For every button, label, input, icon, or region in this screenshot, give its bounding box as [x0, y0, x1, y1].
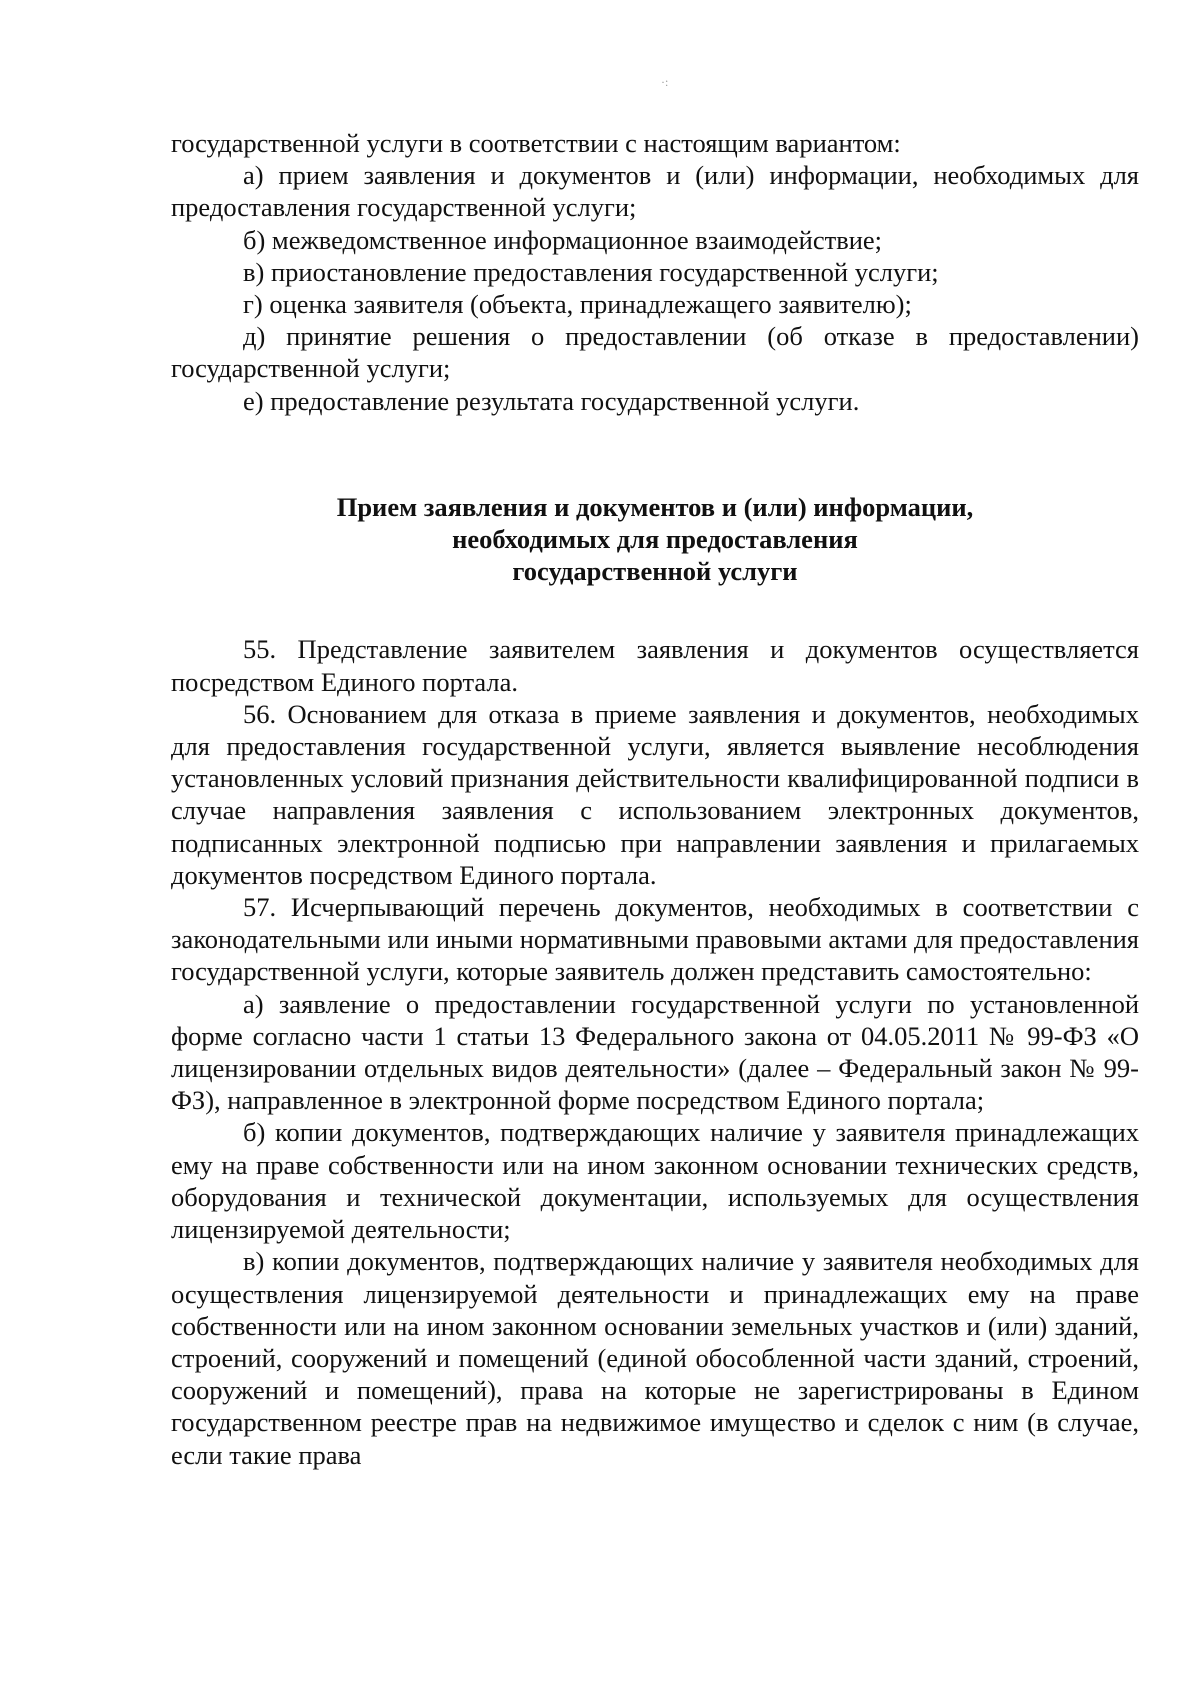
paragraph-57-item-v: в) копии документов, подтверждающих наличие у заявителя необходимых для осуществления лицензируемой деятельности и принадлежащих ему на праве собственности или на ином законном основании земельных участков и (или) зданий, строений, сооружений и помещений (единой обособленной части зданий, строений, сооружений и помещений), права на которые не зарегистрированы в Едином государственном реестре прав на недвижимое имущество и сделок с ним (в случае, если такие права	[171, 1246, 1139, 1470]
paragraph-55: 55. Представление заявителем заявления и документов осуществляется посредством Единого портала.	[171, 634, 1139, 697]
section-heading	[171, 491, 1139, 588]
procedure-item-b: б) межведомственное информационное взаимодействие;	[243, 224, 883, 255]
section-paragraphs	[171, 633, 1139, 1470]
procedure-list	[171, 159, 1139, 417]
procedure-item-a: а) прием заявления и документов и (или) информации, необходимых для предоставления государственной услуги;	[171, 160, 1139, 223]
procedure-item-e: е) предоставление результата государственной услуги.	[243, 385, 860, 416]
procedure-item-d: д) принятие решения о предоставлении (об отказе в предоставлении) государственной услуги;	[171, 321, 1139, 384]
scan-mark: ·:	[661, 75, 669, 89]
heading-line-2: необходимых для предоставления	[452, 524, 858, 555]
procedure-item-v: в) приостановление предоставления государственной услуги;	[243, 256, 939, 287]
heading-line-1: Прием заявления и документов и (или) информации,	[336, 491, 974, 522]
document-body	[171, 127, 1139, 1471]
intro-line: государственной услуги в соответствии с настоящим вариантом:	[171, 128, 901, 158]
paragraph-57: 57. Исчерпывающий перечень документов, необходимых в соответствии с законодательными или иными нормативными правовыми актами для предоставления государственной услуги, которые заявитель должен представить самостоятельно:	[171, 892, 1139, 987]
heading-line-3: государственной услуги	[512, 556, 798, 587]
paragraph-57-item-b: б) копии документов, подтверждающих наличие у заявителя принадлежащих ему на праве собственности или на ином законном основании технических средств, оборудования и технической документации, используемых для осуществления лицензируемой деятельности;	[171, 1117, 1139, 1245]
paragraph-57-item-a: а) заявление о предоставлении государственной услуги по установленной форме согласно части 1 статьи 13 Федерального закона от 04.05.2011 № 99-ФЗ «О лицензировании отдельных видов деятельности» (далее – Федеральный закон № 99-ФЗ), направленное в электронной форме посредством Единого портала;	[171, 988, 1139, 1116]
procedure-item-g: г) оценка заявителя (объекта, принадлежащего заявителю);	[243, 289, 912, 320]
paragraph-56: 56. Основанием для отказа в приеме заявления и документов, необходимых для предоставления государственной услуги, является выявление несоблюдения установленных условий признания действительности квалифицированной подписи в случае направления заявления с использованием электронных документов, подписанных электронной подписью при направлении заявления и прилагаемых документов посредством Единого портала.	[171, 698, 1139, 890]
